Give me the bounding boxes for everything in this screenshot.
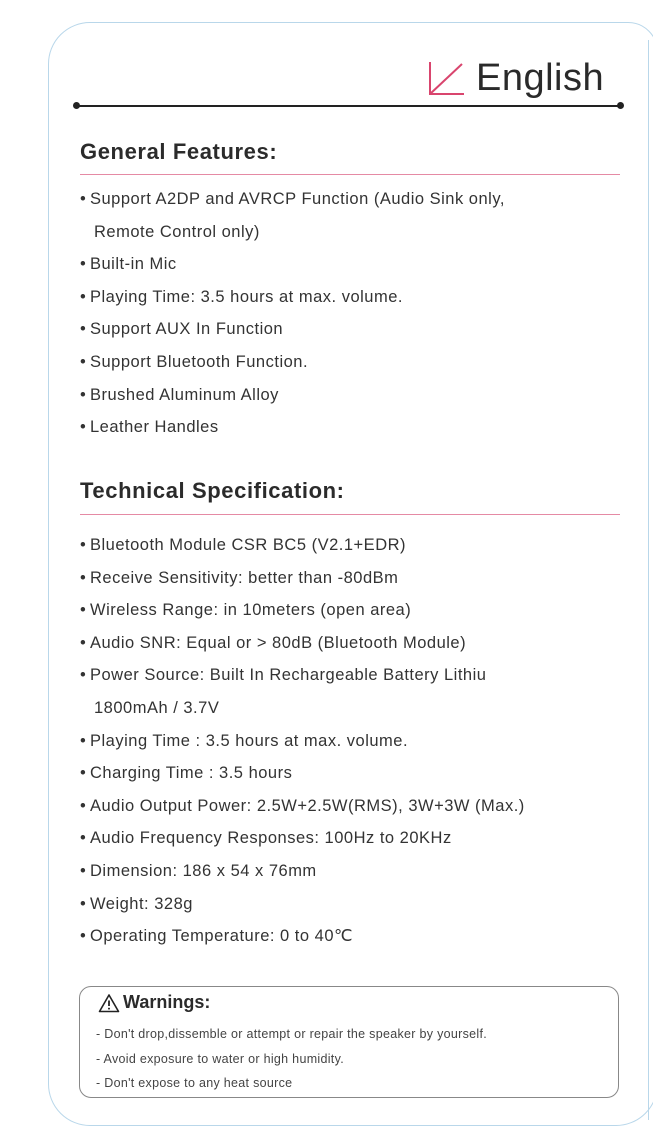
feature-text: Brushed Aluminum Alloy (90, 385, 279, 404)
bullet-icon: • (80, 633, 87, 652)
bullet-icon: • (80, 385, 87, 404)
feature-item (80, 822, 525, 855)
feature-text: Audio Frequency Responses: 100Hz to 20KHz (90, 829, 452, 848)
feature-text: Playing Time: 3.5 hours at max. volume. (90, 287, 403, 306)
feature-text: Wireless Range: in 10meters (open area) (90, 601, 412, 620)
feature-item (80, 594, 525, 627)
feature-text: Dimension: 186 x 54 x 76mm (90, 861, 317, 880)
feature-item (80, 346, 505, 379)
warning-line: - Avoid exposure to water or high humidity. (96, 1051, 344, 1066)
feature-text: Support AUX In Function (90, 320, 284, 339)
bullet-icon: • (80, 861, 87, 880)
technical-spec-list (80, 529, 525, 953)
general-features-list (80, 183, 505, 444)
bullet-icon: • (80, 190, 87, 208)
feature-text: Operating Temperature: 0 to 40℃ (90, 927, 354, 946)
feature-text: Playing Time : 3.5 hours at max. volume. (90, 731, 409, 750)
feature-item (80, 411, 505, 444)
warnings-list (96, 1022, 487, 1096)
check-mark-icon (426, 58, 468, 98)
feature-text: Built-in Mic (90, 255, 177, 274)
feature-item (80, 248, 505, 281)
divider-dot-right (617, 102, 624, 109)
bullet-icon: • (80, 287, 87, 306)
feature-item (80, 183, 505, 248)
general-features-divider (80, 174, 620, 175)
warning-line: - Don't expose to any heat source (96, 1076, 293, 1090)
feature-item (80, 855, 525, 888)
feature-text: Weight: 328g (90, 894, 193, 913)
bullet-icon: • (80, 418, 87, 437)
warning-line: - Don't drop,dissemble or attempt or repair the speaker by yourself. (96, 1027, 488, 1041)
warnings-title: Warnings: (123, 992, 211, 1012)
feature-item (80, 790, 525, 823)
bullet-icon: • (80, 764, 87, 783)
card-edge (648, 40, 653, 1120)
bullet-icon: • (80, 536, 87, 554)
feature-text-continued: 1800mAh / 3.7V (94, 698, 220, 717)
feature-item (80, 888, 525, 921)
divider-dot-left (73, 102, 80, 109)
feature-item (80, 313, 505, 346)
feature-item (80, 757, 525, 790)
language-header (426, 56, 604, 100)
feature-text: Charging Time : 3.5 hours (90, 764, 293, 783)
feature-item (80, 659, 525, 724)
feature-text: Support Bluetooth Function. (90, 352, 309, 371)
technical-spec-divider (80, 514, 620, 515)
bullet-icon: • (80, 666, 87, 685)
bullet-icon: • (80, 601, 87, 620)
feature-text: Support A2DP and AVRCP Function (Audio Sink only, (90, 190, 505, 208)
bullet-icon: • (80, 255, 87, 274)
bullet-icon: • (80, 894, 87, 913)
feature-item (80, 627, 525, 660)
technical-spec-title: Technical Specification: (80, 478, 345, 503)
feature-text: Leather Handles (90, 418, 219, 437)
header-divider (76, 105, 621, 107)
feature-text: Audio Output Power: 2.5W+2.5W(RMS), 3W+3W (Max.) (90, 796, 525, 815)
bullet-icon: • (80, 731, 87, 750)
feature-item (80, 725, 525, 758)
warning-triangle-icon (98, 993, 120, 1013)
feature-item (80, 562, 525, 595)
warnings-heading (98, 992, 210, 1013)
feature-item (80, 529, 525, 562)
bullet-icon: • (80, 829, 87, 848)
feature-text-continued: Remote Control only) (94, 222, 260, 241)
feature-text: Bluetooth Module CSR BC5 (V2.1+EDR) (90, 536, 407, 554)
bullet-icon: • (80, 927, 87, 946)
feature-item (80, 379, 505, 412)
bullet-icon: • (80, 320, 87, 339)
feature-item (80, 281, 505, 314)
bullet-icon: • (80, 568, 87, 587)
feature-text: Audio SNR: Equal or > 80dB (Bluetooth Module) (90, 633, 467, 652)
feature-text: Power Source: Built In Rechargeable Battery Lithiu (90, 666, 487, 685)
bullet-icon: • (80, 796, 87, 815)
feature-item (80, 920, 525, 953)
language-label: English (476, 56, 605, 99)
bullet-icon: • (80, 352, 87, 371)
general-features-title: General Features: (80, 139, 278, 164)
feature-text: Receive Sensitivity: better than -80dBm (90, 568, 399, 587)
